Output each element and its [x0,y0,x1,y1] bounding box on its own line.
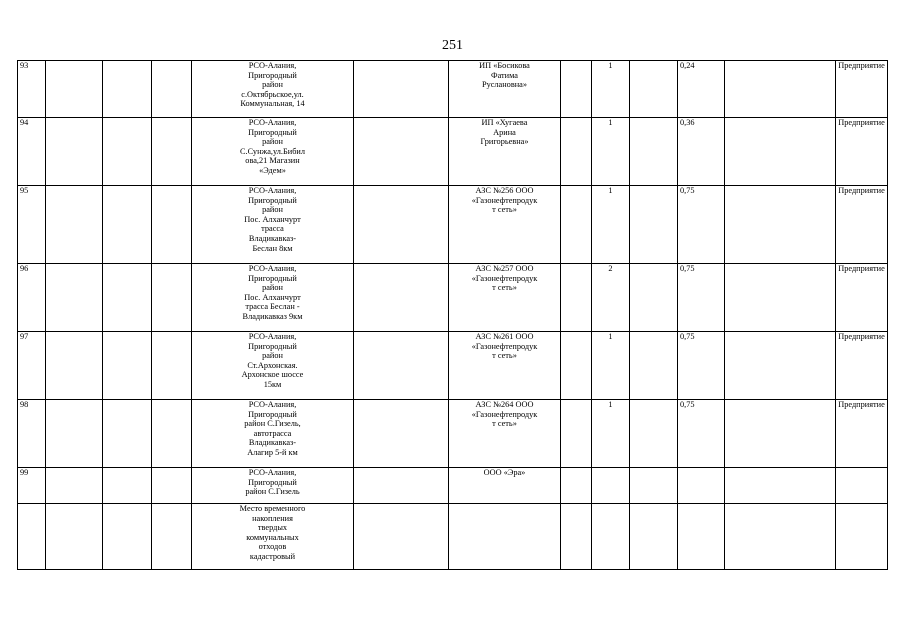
empty-cell-col6 [354,504,449,570]
source-type-cell: Предприятие [836,118,888,186]
empty-cell-col12 [725,118,836,186]
cell-text-line: Пос. Алханчурт [244,214,301,224]
cell-text-line: ИП «Босикова [479,61,530,70]
empty-cell-col6 [354,332,449,400]
empty-cell-col10 [630,504,678,570]
cell-text-line: Фатима [491,70,518,80]
empty-cell-col10 [630,186,678,264]
empty-cell-col2 [46,504,103,570]
address-cell [192,504,354,570]
empty-cell-col2 [46,332,103,400]
cell-text-line: твердых [257,523,288,533]
cell-text-line: т сеть» [492,283,517,293]
cell-text-line: кадастровый [249,551,296,561]
source-type-cell: Предприятие [836,332,888,400]
register-table [17,60,888,570]
organization-cell [449,400,561,468]
page-number: 251 [442,38,463,53]
cell-text-line: Руслановна» [481,80,528,90]
empty-cell-col12 [725,264,836,332]
cell-text-line: Владикавказ 9км [242,311,303,321]
empty-cell-col3 [103,264,152,332]
cell-text-line: район [262,283,283,293]
empty-cell-col2 [46,118,103,186]
address-cell [192,61,354,118]
empty-cell-col3 [103,504,152,570]
container-count-cell [592,468,630,504]
empty-cell-col3 [103,118,152,186]
empty-cell-col2 [46,264,103,332]
table-row [18,400,888,468]
cell-text-line: Пригородный [248,70,297,80]
empty-cell-col10 [630,118,678,186]
cell-text-line: Григорьевна» [480,137,529,147]
cell-text-line: район [262,205,283,215]
cell-text-line: автотрасса [253,428,292,438]
address-cell [192,468,354,504]
cell-text-line: «Газонефтепродук [471,273,538,283]
container-count-cell: 1 [592,118,630,186]
container-count-cell: 1 [592,61,630,118]
empty-cell-col10 [630,468,678,504]
source-type-cell: Предприятие [836,186,888,264]
table-row [18,61,888,118]
table-row [18,332,888,400]
cell-text-line: РСО-Алания, [248,468,297,477]
table-row [18,186,888,264]
volume-cell: 0,24 [678,61,725,118]
empty-cell-col12 [725,61,836,118]
empty-cell-col12 [725,186,836,264]
cell-text-line: Владикавказ- [248,438,297,448]
cell-text-line: АЗС №261 ООО [475,332,534,341]
cell-text-line: С.Сунжа,ул.Бибил [239,146,306,156]
cell-text-line: район [262,80,283,90]
empty-cell-col6 [354,118,449,186]
cell-text-line: РСО-Алания, [248,61,297,70]
empty-cell-col12 [725,332,836,400]
cell-text-line: район [262,351,283,361]
volume-cell: 0,75 [678,186,725,264]
empty-cell-col3 [103,61,152,118]
cell-text-line: район С.Гизель, [244,419,301,429]
empty-cell-col3 [103,186,152,264]
row-number-cell: 99 [18,468,46,504]
source-type-cell: Предприятие [836,264,888,332]
cell-text-line: Пригородный [248,127,297,137]
cell-text-line: ова,21 Магазин [245,156,300,166]
empty-cell-col6 [354,61,449,118]
cell-text-line: с.Октябрьское,ул. [241,89,304,99]
cell-text-line: Пригородный [248,477,297,487]
empty-cell-col2 [46,186,103,264]
volume-cell [678,504,725,570]
cell-text-line: Беслан 8км [252,243,293,253]
organization-cell [449,186,561,264]
cell-text-line: РСО-Алания, [248,400,297,409]
table-row [18,468,888,504]
empty-cell-col8 [561,118,592,186]
cell-text-line: «Газонефтепродук [471,409,538,419]
cell-text-line: Владикавказ- [248,233,297,243]
table-row [18,504,888,570]
row-number-cell: 96 [18,264,46,332]
empty-cell-col12 [725,468,836,504]
empty-cell-col6 [354,400,449,468]
cell-text-line: Пригородный [248,409,297,419]
volume-cell: 0,75 [678,400,725,468]
cell-text-line: 15км [263,379,282,389]
empty-cell-col10 [630,61,678,118]
cell-text-line: накопления [252,513,293,523]
cell-text-line: район С.Гизель [245,487,300,497]
table-row [18,264,888,332]
cell-text-line: трасса Беслан - [245,302,300,312]
address-cell [192,118,354,186]
empty-cell-col3 [103,468,152,504]
container-count-cell: 1 [592,332,630,400]
cell-text-line: Пригородный [248,195,297,205]
cell-text-line: АЗС №257 ООО [475,264,534,273]
cell-text-line: район [262,137,283,147]
cell-text-line: «Газонефтепродук [471,195,538,205]
cell-text-line: т сеть» [492,351,517,361]
empty-cell-col4 [152,264,192,332]
empty-cell-col12 [725,504,836,570]
empty-cell-col12 [725,400,836,468]
cell-text-line: АЗС №256 ООО [475,186,534,195]
volume-cell [678,468,725,504]
container-count-cell [592,504,630,570]
empty-cell-col3 [103,332,152,400]
cell-text-line: Место временного [239,504,306,513]
empty-cell-col8 [561,186,592,264]
source-type-cell [836,504,888,570]
cell-text-line: РСО-Алания, [248,118,297,127]
cell-text-line: т сеть» [492,419,517,429]
cell-text-line: РСО-Алания, [248,264,297,273]
row-number-cell: 93 [18,61,46,118]
cell-text-line: коммунальных [246,532,299,542]
cell-text-line: Пригородный [248,341,297,351]
volume-cell: 0,36 [678,118,725,186]
empty-cell-col8 [561,61,592,118]
row-number-cell: 97 [18,332,46,400]
cell-text-line: ООО «Эра» [483,468,526,477]
source-type-cell: Предприятие [836,400,888,468]
organization-cell [449,264,561,332]
cell-text-line: Коммунальная, 14 [240,99,305,109]
empty-cell-col2 [46,468,103,504]
empty-cell-col6 [354,264,449,332]
cell-text-line: Пос. Алханчурт [244,292,301,302]
row-number-cell: 95 [18,186,46,264]
cell-text-line: т сеть» [492,205,517,215]
cell-text-line: Архонское шоссе [241,370,304,380]
empty-cell-col4 [152,186,192,264]
cell-text-line: Пригородный [248,273,297,283]
empty-cell-col4 [152,400,192,468]
source-type-cell: Предприятие [836,61,888,118]
empty-cell-col4 [152,468,192,504]
cell-text-line: Ст.Архонская. [247,360,298,370]
empty-cell-col10 [630,264,678,332]
empty-cell-col10 [630,400,678,468]
cell-text-line: «Газонефтепродук [471,341,538,351]
empty-cell-col6 [354,186,449,264]
empty-cell-col8 [561,504,592,570]
cell-text-line: отходов [258,542,287,552]
empty-cell-col8 [561,264,592,332]
organization-cell [449,118,561,186]
empty-cell-col8 [561,400,592,468]
address-cell [192,332,354,400]
address-cell [192,264,354,332]
organization-cell [449,61,561,118]
row-number-cell: 94 [18,118,46,186]
empty-cell-col2 [46,61,103,118]
source-type-cell [836,468,888,504]
row-number-cell: 98 [18,400,46,468]
volume-cell: 0,75 [678,332,725,400]
cell-text-line: трасса [261,224,284,234]
empty-cell-col3 [103,400,152,468]
volume-cell: 0,75 [678,264,725,332]
cell-text-line: АЗС №264 ООО [475,400,534,409]
container-count-cell: 2 [592,264,630,332]
cell-text-line: Арина [493,127,516,137]
empty-cell-col2 [46,400,103,468]
row-number-cell [18,504,46,570]
empty-cell-col8 [561,468,592,504]
container-count-cell: 1 [592,186,630,264]
cell-text-line: РСО-Алания, [248,186,297,195]
cell-text-line: «Эдем» [259,165,286,175]
empty-cell-col10 [630,332,678,400]
empty-cell-col6 [354,468,449,504]
table-body [18,61,888,570]
cell-text-line: ИП «Хугаева [481,118,528,127]
empty-cell-col4 [152,504,192,570]
cell-text-line: Алагир 5-й км [247,447,298,457]
empty-cell-col4 [152,118,192,186]
empty-cell-col8 [561,332,592,400]
address-cell [192,186,354,264]
table-row [18,118,888,186]
empty-cell-col4 [152,332,192,400]
address-cell [192,400,354,468]
organization-cell [449,332,561,400]
empty-cell-col4 [152,61,192,118]
organization-cell [449,504,561,570]
cell-text-line: РСО-Алания, [248,332,297,341]
organization-cell [449,468,561,504]
container-count-cell: 1 [592,400,630,468]
